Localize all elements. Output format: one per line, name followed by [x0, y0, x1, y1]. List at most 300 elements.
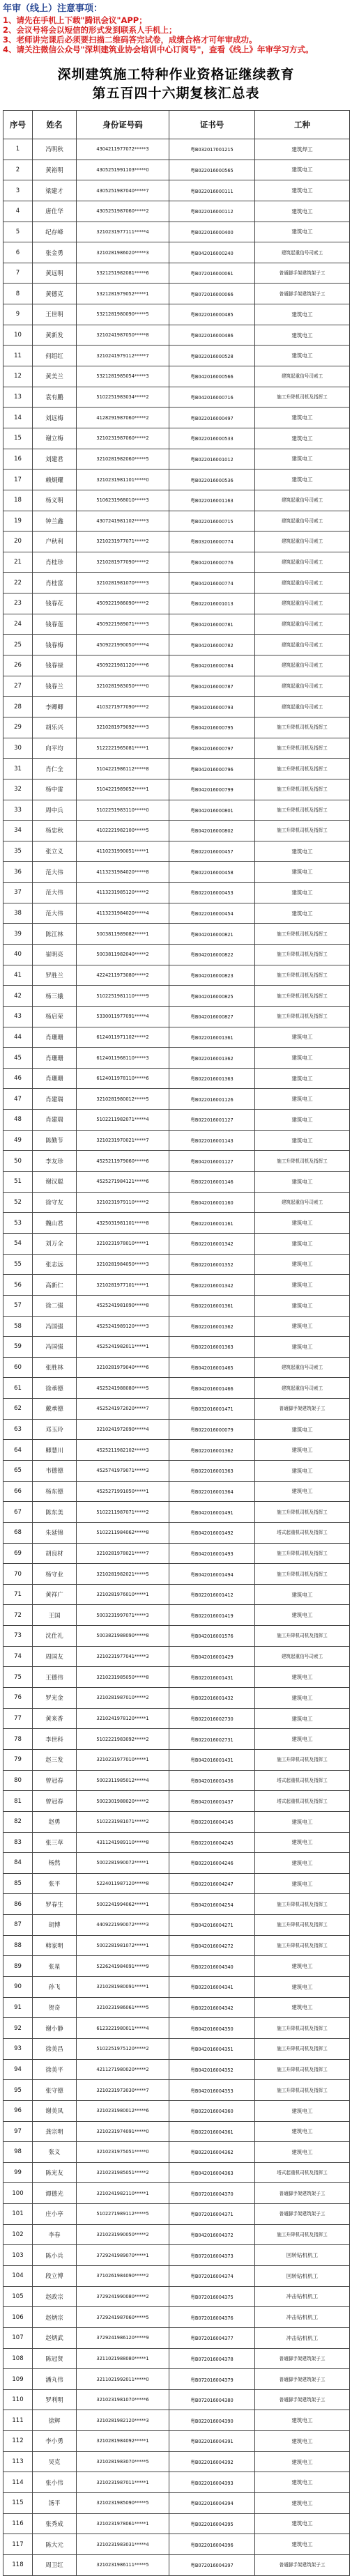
cell-certificate-number: 粤B072016000066 — [169, 284, 255, 304]
cell-id-number: 4525271991050*****1 — [77, 1481, 169, 1502]
cell-certificate-number: 粤B022016001363 — [169, 1068, 255, 1089]
cell-seq: 86 — [3, 1894, 33, 1915]
cell-seq: 40 — [3, 944, 33, 965]
cell-name: 赵三发 — [33, 1749, 77, 1770]
cell-name: 汤平 — [33, 2493, 77, 2514]
table-row — [3, 2389, 350, 2410]
cell-name: 谭德光 — [33, 2183, 77, 2204]
cell-id-number: 3210231977111*****4 — [77, 222, 169, 242]
cell-seq: 53 — [3, 1213, 33, 1234]
cell-certificate-number: 粤B022016004396 — [169, 2534, 255, 2555]
cell-name: 张星 — [33, 1956, 77, 1977]
cell-seq: 84 — [3, 1853, 33, 1874]
cell-seq: 100 — [3, 2183, 33, 2204]
cell-seq: 97 — [3, 2121, 33, 2142]
cell-seq: 43 — [3, 1006, 33, 1027]
table-row — [3, 366, 350, 387]
cell-id-number: 3211021992011*****0 — [77, 2369, 169, 2390]
cell-name: 范大伟 — [33, 903, 77, 924]
cell-work-type: 施工升降机司机及指挥工 — [255, 717, 350, 738]
cell-name: 徐美昌 — [33, 2038, 77, 2059]
cell-name: 谢美凤 — [33, 2100, 77, 2121]
cell-id-number: 4525241982011*****1 — [77, 1337, 169, 1358]
cell-id-number: 3210231978061*****1 — [77, 2513, 169, 2534]
cell-certificate-number: 粤B042016000774 — [169, 573, 255, 593]
cell-name: 陈东美 — [33, 1502, 77, 1523]
cell-name: 谢立梅 — [33, 428, 77, 449]
cell-name: 钟兰鑫 — [33, 511, 77, 532]
cell-work-type: 建筑电工 — [255, 2513, 350, 2534]
cell-seq: 8 — [3, 284, 33, 304]
cell-certificate-number: 粤B042016000795 — [169, 717, 255, 738]
cell-seq: 114 — [3, 2472, 33, 2493]
table-row — [3, 1605, 350, 1626]
cell-seq: 92 — [3, 2018, 33, 2039]
cell-work-type: 建筑电工 — [255, 862, 350, 883]
cell-work-type: 普通脚手架建筑架子工 — [255, 2204, 350, 2225]
cell-name: 黄裕明 — [33, 160, 77, 180]
cell-certificate-number: 粤B022016001352 — [169, 1254, 255, 1275]
cell-seq: 9 — [3, 304, 33, 325]
cell-seq: 74 — [3, 1646, 33, 1667]
table-row — [3, 1357, 350, 1378]
cell-name: 张志远 — [33, 1254, 77, 1275]
cell-certificate-number: 粤B022016001361 — [169, 1027, 255, 1048]
cell-name: 徐辉 — [33, 2410, 77, 2431]
cell-id-number: 4509221990050*****4 — [77, 635, 169, 655]
cell-name: 罗利明 — [33, 2389, 77, 2410]
cell-id-number: 4509221989071*****3 — [77, 614, 169, 635]
cell-id-number: 3210231974091*****0 — [77, 2121, 169, 2142]
cell-work-type: 建筑电工 — [255, 1605, 350, 1626]
cell-seq: 31 — [3, 759, 33, 779]
cell-name: 谢小静 — [33, 2018, 77, 2039]
table-row — [3, 1646, 350, 1667]
cell-name: 肖建瑞 — [33, 1089, 77, 1110]
table-row — [3, 449, 350, 470]
cell-id-number: 3210231987011*****1 — [77, 2472, 169, 2493]
cell-seq: 64 — [3, 1440, 33, 1461]
table-row — [3, 944, 350, 965]
cell-id-number: 3210231986061*****5 — [77, 1997, 169, 2018]
cell-id-number: 3210231980012*****6 — [77, 2100, 169, 2121]
cell-work-type: 建筑电工 — [255, 1481, 350, 1502]
cell-certificate-number: 粤B032016001471 — [169, 1399, 255, 1420]
cell-name: 张胜林 — [33, 1357, 77, 1378]
cell-id-number: 5102211982071*****4 — [77, 1110, 169, 1131]
cell-name: 罗春生 — [33, 1894, 77, 1915]
cell-seq: 72 — [3, 1605, 33, 1626]
cell-work-type: 建筑电工 — [255, 1584, 350, 1605]
cell-certificate-number: 粤B022016000453 — [169, 883, 255, 903]
cell-id-number: 5321251982081*****6 — [77, 263, 169, 284]
cell-id-number: 3210241978120*****1 — [77, 1708, 169, 1729]
cell-name: 肖桂富 — [33, 573, 77, 593]
cell-certificate-number: 粤B022016000112 — [169, 201, 255, 222]
cell-certificate-number: 粤B022016001432 — [169, 1688, 255, 1709]
cell-id-number: 4525741979071*****3 — [77, 1461, 169, 1482]
cell-id-number: 4113231984020*****4 — [77, 903, 169, 924]
table-row — [3, 346, 350, 366]
cell-certificate-number: 粤B022016004342 — [169, 1997, 255, 2018]
cell-work-type: 建筑焊工 — [255, 139, 350, 160]
cell-seq: 110 — [3, 2389, 33, 2410]
cell-certificate-number: 粤B042016001493 — [169, 1543, 255, 1564]
cell-name: 黄新发 — [33, 325, 77, 346]
cell-work-type: 建筑电工 — [255, 408, 350, 428]
cell-work-type: 建筑电工 — [255, 1997, 350, 2018]
cell-seq: 102 — [3, 2224, 33, 2245]
cell-seq: 91 — [3, 1997, 33, 2018]
cell-certificate-number: 粤B022016001126 — [169, 1089, 255, 1110]
cell-name: 陈大元 — [33, 2534, 77, 2555]
cell-work-type: 建筑起重信号司索工 — [255, 552, 350, 573]
cell-certificate-number: 粤B072016004380 — [169, 2389, 255, 2410]
cell-work-type: 施工升降机司机及指挥工 — [255, 986, 350, 1007]
cell-seq: 49 — [3, 1130, 33, 1151]
cell-certificate-number: 粤B042016004353 — [169, 2080, 255, 2101]
cell-name: 罗胜兰 — [33, 965, 77, 986]
cell-certificate-number: 粤B042016000796 — [169, 759, 255, 779]
cell-id-number: 5102271989112*****5 — [77, 2204, 169, 2225]
cell-work-type: 施工升降机司机及指挥工 — [255, 1564, 350, 1585]
cell-certificate-number: 粤B042016001466 — [169, 1378, 255, 1399]
cell-seq: 34 — [3, 821, 33, 841]
table-row — [3, 2018, 350, 2039]
table-row — [3, 2554, 350, 2575]
cell-id-number: 3729241987060*****5 — [77, 2307, 169, 2328]
cell-work-type: 建筑电工 — [255, 1295, 350, 1316]
cell-work-type: 施工升降机司机及指挥工 — [255, 1894, 350, 1915]
cell-certificate-number: 粤B022016004390 — [169, 2410, 255, 2431]
cell-certificate-number: 粤B072016004397 — [169, 2554, 255, 2575]
cell-work-type: 建筑起重信号司索工 — [255, 573, 350, 593]
cell-id-number: 3729241986120*****9 — [77, 2327, 169, 2348]
cell-certificate-number: 粤B022016001146 — [169, 1172, 255, 1193]
cell-work-type: 普通脚手架建筑架子工 — [255, 2369, 350, 2390]
cell-seq: 3 — [3, 180, 33, 201]
cell-certificate-number: 粤B042016000787 — [169, 676, 255, 697]
cell-name: 徐二强 — [33, 1295, 77, 1316]
table-row — [3, 387, 350, 408]
cell-certificate-number: 粤B022016004361 — [169, 2121, 255, 2142]
notice-line: 3、老师讲完课后必须要扫描二维码答完试卷，成绩合格才可年审成功。 — [3, 35, 257, 45]
cell-work-type: 回转钻机机工 — [255, 2265, 350, 2286]
table-row — [3, 1233, 350, 1254]
table-row — [3, 1151, 350, 1172]
cell-seq: 12 — [3, 366, 33, 387]
cell-name: 赖炯耀 — [33, 470, 77, 490]
cell-id-number: 3210281984050*****3 — [77, 1254, 169, 1275]
cell-name: 范大伟 — [33, 862, 77, 883]
cell-work-type: 普通脚手架建筑架子工 — [255, 263, 350, 284]
cell-id-number: 3210281976010*****1 — [77, 1584, 169, 1605]
cell-seq: 36 — [3, 862, 33, 883]
cell-name: 沈仕礼 — [33, 1626, 77, 1647]
summary-table — [3, 110, 350, 2576]
cell-certificate-number: 粤B022016001342 — [169, 1233, 255, 1254]
cell-seq: 90 — [3, 1977, 33, 1998]
cell-name: 赵炳武 — [33, 2327, 77, 2348]
cell-work-type: 建筑起重信号司索工 — [255, 655, 350, 676]
cell-certificate-number: 粤B022016004394 — [169, 2493, 255, 2514]
cell-name: 王德伟 — [33, 1667, 77, 1688]
cell-certificate-number: 粤B042016001431 — [169, 1749, 255, 1770]
cell-work-type: 施工升降机司机及指挥工 — [255, 1626, 350, 1647]
cell-id-number: 5104221986112*****8 — [77, 759, 169, 779]
cell-work-type: 建筑电工 — [255, 2410, 350, 2431]
cell-id-number: 3210231977071*****2 — [77, 532, 169, 552]
table-row — [3, 325, 350, 346]
table-row — [3, 1378, 350, 1399]
cell-certificate-number: 粤B042016001127 — [169, 1151, 255, 1172]
cell-seq: 22 — [3, 573, 33, 593]
cell-work-type: 建筑电工 — [255, 428, 350, 449]
cell-work-type: 建筑起重信号司索工 — [255, 635, 350, 655]
cell-id-number: 4224211973080*****2 — [77, 965, 169, 986]
cell-work-type: 建筑电工 — [255, 2100, 350, 2121]
cell-work-type: 建筑电工 — [255, 2534, 350, 2555]
cell-id-number: 3210231987060*****2 — [77, 428, 169, 449]
cell-work-type: 建筑电工 — [255, 1419, 350, 1440]
cell-certificate-number: 粤B072016004377 — [169, 2327, 255, 2348]
cell-id-number: 5226241984091*****9 — [77, 1956, 169, 1977]
table-row — [3, 1440, 350, 1461]
cell-name: 杨三娥 — [33, 986, 77, 1007]
cell-id-number: 3710261984090*****2 — [77, 2265, 169, 2286]
cell-certificate-number: 粤B042016000781 — [169, 614, 255, 635]
table-row — [3, 222, 350, 242]
cell-work-type: 建筑电工 — [255, 1461, 350, 1482]
table-row — [3, 965, 350, 986]
table-row — [3, 841, 350, 862]
table-row — [3, 573, 350, 593]
cell-id-number: 3210231986111*****5 — [77, 2554, 169, 2575]
table-row — [3, 593, 350, 614]
cell-seq: 41 — [3, 965, 33, 986]
cell-work-type: 建筑起重信号司索工 — [255, 1192, 350, 1213]
table-row — [3, 1089, 350, 1110]
cell-certificate-number: 粤B022016001342 — [169, 1275, 255, 1296]
cell-name: 龚宗明 — [33, 2121, 77, 2142]
table-row — [3, 1481, 350, 1502]
table-row — [3, 242, 350, 263]
cell-id-number: 5002281981072*****1 — [77, 1935, 169, 1956]
cell-work-type: 施工升降机司机及指挥工 — [255, 1502, 350, 1523]
cell-name: 崔明亮 — [33, 944, 77, 965]
notice-line: 1、请先在手机上下载"腾讯会议"APP； — [3, 15, 147, 25]
cell-certificate-number: 粤B022016004245 — [169, 1832, 255, 1853]
table-row — [3, 2410, 350, 2431]
cell-certificate-number: 粤B042016000566 — [169, 366, 255, 387]
cell-id-number: 5330011977091*****4 — [77, 1006, 169, 1027]
table-row — [3, 717, 350, 738]
cell-certificate-number: 粤B042016001494 — [169, 1564, 255, 1585]
cell-name: 钱春兰 — [33, 676, 77, 697]
cell-seq: 54 — [3, 1233, 33, 1254]
cell-name: 李小勇 — [33, 2431, 77, 2452]
cell-id-number: 3210281977101*****1 — [77, 1275, 169, 1296]
cell-seq: 52 — [3, 1192, 33, 1213]
cell-work-type: 建筑起重信号司索工 — [255, 366, 350, 387]
cell-id-number: 3210281980012*****5 — [77, 1089, 169, 1110]
cell-certificate-number: 粤B042016000782 — [169, 635, 255, 655]
cell-name: 黄来香 — [33, 1708, 77, 1729]
cell-id-number: 4409221990072*****3 — [77, 1915, 169, 1936]
cell-work-type: 建筑起重信号司索工 — [255, 532, 350, 552]
table-row — [3, 511, 350, 532]
cell-id-number: 3210231990050*****2 — [77, 2224, 169, 2245]
notice-line: 4、请关注微信公众号"深圳建筑业协会培训中心订阅号"，查看《线上》年审学习方式。 — [3, 45, 314, 54]
cell-seq: 25 — [3, 635, 33, 655]
cell-work-type: 塔式起重机司机及指挥工 — [255, 2162, 350, 2183]
cell-seq: 80 — [3, 1770, 33, 1791]
table-row — [3, 1915, 350, 1936]
table-row — [3, 490, 350, 511]
cell-seq: 20 — [3, 532, 33, 552]
cell-certificate-number: 粤B022016000565 — [169, 160, 255, 180]
cell-name: 杨然 — [33, 1853, 77, 1874]
cell-name: 张小伟 — [33, 2472, 77, 2493]
cell-name: 卿慧川 — [33, 1440, 77, 1461]
cell-id-number: 5224011987120*****8 — [77, 1873, 169, 1894]
cell-id-number: 3211021988080*****1 — [77, 2348, 169, 2369]
cell-id-number: 5122221965081*****1 — [77, 738, 169, 759]
table-row — [3, 2534, 350, 2555]
table-header-row — [3, 111, 350, 139]
cell-work-type: 施工升降机司机及指挥工 — [255, 1935, 350, 1956]
cell-seq: 32 — [3, 779, 33, 800]
cell-id-number: 4305251987040*****7 — [77, 180, 169, 201]
cell-certificate-number: 粤B042016004352 — [169, 2059, 255, 2080]
cell-work-type: 建筑电工 — [255, 903, 350, 924]
table-body — [3, 139, 350, 2576]
cell-work-type: 建筑电工 — [255, 1337, 350, 1358]
cell-certificate-number: 粤B022016004145 — [169, 1811, 255, 1832]
cell-certificate-number: 粤B022016004391 — [169, 2431, 255, 2452]
cell-seq: 87 — [3, 1915, 33, 1936]
table-row — [3, 139, 350, 160]
cell-id-number: 5002301988020*****2 — [77, 1791, 169, 1812]
cell-id-number: 5003231997071*****3 — [77, 1605, 169, 1626]
cell-name: 王世明 — [33, 304, 77, 325]
cell-work-type: 建筑电工 — [255, 1873, 350, 1894]
table-row — [3, 1708, 350, 1729]
cell-name: 陈冠贤 — [33, 2348, 77, 2369]
table-row — [3, 263, 350, 284]
cell-seq: 65 — [3, 1461, 33, 1482]
cell-name: 杨守业 — [33, 1564, 77, 1585]
cell-seq: 11 — [3, 346, 33, 366]
table-row — [3, 2451, 350, 2472]
cell-certificate-number: 粤B042016000822 — [169, 944, 255, 965]
cell-certificate-number: 粤B032016000774 — [169, 532, 255, 552]
cell-work-type: 施工升降机司机及指挥工 — [255, 821, 350, 841]
cell-work-type: 施工升降机司机及指挥工 — [255, 800, 350, 821]
cell-certificate-number: 粤B022016000497 — [169, 408, 255, 428]
table-row — [3, 1110, 350, 1131]
cell-seq: 79 — [3, 1749, 33, 1770]
cell-work-type: 建筑起重信号司索工 — [255, 614, 350, 635]
cell-certificate-number: 粤B042016001160 — [169, 1192, 255, 1213]
table-row — [3, 1502, 350, 1523]
cell-certificate-number: 粤B022016004395 — [169, 2513, 255, 2534]
cell-name: 肖珊珊 — [33, 1068, 77, 1089]
cell-name: 胡乐兴 — [33, 717, 77, 738]
cell-seq: 56 — [3, 1275, 33, 1296]
cell-work-type: 建筑电工 — [255, 1956, 350, 1977]
cell-seq: 115 — [3, 2493, 33, 2514]
cell-seq: 82 — [3, 1811, 33, 1832]
cell-name: 袁有鹏 — [33, 387, 77, 408]
cell-name: 张秀成 — [33, 2513, 77, 2534]
cell-name: 孙飞 — [33, 1977, 77, 1998]
cell-id-number: 3210281983070*****5 — [77, 2451, 169, 2472]
table-row — [3, 1543, 350, 1564]
cell-certificate-number: 粤B042016004363 — [169, 2162, 255, 2183]
cell-certificate-number: 粤B072016004376 — [169, 2307, 255, 2328]
cell-seq: 58 — [3, 1316, 33, 1337]
cell-name: 黄远明 — [33, 263, 77, 284]
cell-id-number: 5106231968010*****3 — [77, 490, 169, 511]
cell-work-type: 建筑起重信号司索工 — [255, 242, 350, 263]
cell-name: 钱春梅 — [33, 635, 77, 655]
table-row — [3, 862, 350, 883]
cell-certificate-number: 粤B022016004393 — [169, 2472, 255, 2493]
cell-name: 韩家明 — [33, 1935, 77, 1956]
cell-certificate-number: 粤B022016001363 — [169, 1461, 255, 1482]
cell-name: 徐承德 — [33, 1378, 77, 1399]
cell-seq: 88 — [3, 1935, 33, 1956]
cell-seq: 69 — [3, 1543, 33, 1564]
cell-name: 范大伟 — [33, 883, 77, 903]
table-row — [3, 1873, 350, 1894]
cell-work-type: 普通脚手架建筑架子工 — [255, 1399, 350, 1420]
cell-work-type: 建筑电工 — [255, 1233, 350, 1254]
cell-seq: 89 — [3, 1956, 33, 1977]
cell-certificate-number: 粤B042016000825 — [169, 986, 255, 1007]
table-row — [3, 552, 350, 573]
cell-name: 胡良材 — [33, 1543, 77, 1564]
table-row — [3, 2472, 350, 2493]
cell-certificate-number: 粤B022016001012 — [169, 449, 255, 470]
cell-id-number: 3210281986020*****3 — [77, 242, 169, 263]
table-row — [3, 1977, 350, 1998]
cell-id-number: 4103271977090*****2 — [77, 697, 169, 717]
cell-seq: 26 — [3, 655, 33, 676]
cell-certificate-number: 粤B022016004340 — [169, 1956, 255, 1977]
table-row — [3, 2162, 350, 2183]
cell-id-number: 5102251983110*****0 — [77, 800, 169, 821]
cell-work-type: 回转钻机机工 — [255, 2245, 350, 2266]
cell-seq: 24 — [3, 614, 33, 635]
header-name: 姓名 — [33, 111, 77, 139]
cell-work-type: 普通脚手架建筑架子工 — [255, 2554, 350, 2575]
cell-id-number: 4525211979060*****6 — [77, 1151, 169, 1172]
cell-name: 杨义明 — [33, 490, 77, 511]
cell-seq: 51 — [3, 1172, 33, 1193]
cell-certificate-number: 粤B042016001436 — [169, 1770, 255, 1791]
table-row — [3, 284, 350, 304]
cell-id-number: 3210231970021*****7 — [77, 1130, 169, 1151]
cell-name: 周中兵 — [33, 800, 77, 821]
cell-certificate-number: 粤B042016000823 — [169, 965, 255, 986]
table-row — [3, 1584, 350, 1605]
cell-certificate-number: 粤B022016002731 — [169, 1729, 255, 1750]
cell-seq: 13 — [3, 387, 33, 408]
cell-name: 徐美平 — [33, 2059, 77, 2080]
cell-seq: 66 — [3, 1481, 33, 1502]
